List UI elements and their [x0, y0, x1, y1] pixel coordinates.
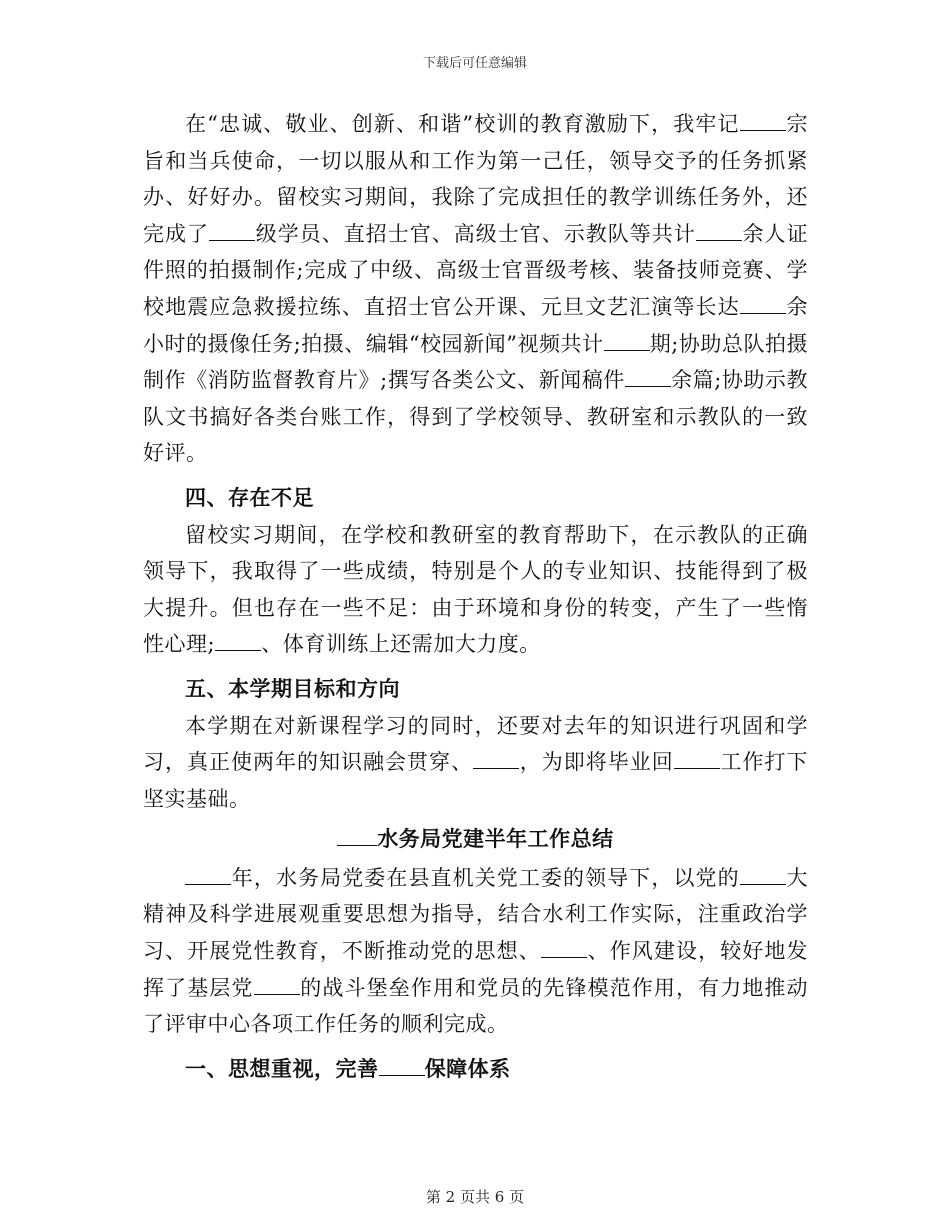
blank-underline: [254, 975, 300, 995]
blank-underline: [674, 749, 720, 769]
blank-underline: [740, 865, 786, 885]
heading-section-one: 一、思想重视，完善 保障体系: [185, 1055, 511, 1081]
blank-underline: [379, 1056, 425, 1076]
heading-goals: 五、本学期目标和方向: [185, 675, 400, 701]
blank-underline: [473, 749, 519, 769]
blank-underline: [185, 865, 231, 885]
blank-underline: [209, 221, 255, 241]
blank-underline: [337, 826, 377, 846]
document-body: [143, 106, 808, 1087]
paragraph-goals: 本学期在对新课程学习的同时，还要对去年的知识进行巩固和学习，真正使两年的知识融会贯穿、 ，为即将毕业回 工作打下坚实基础。: [143, 713, 809, 811]
blank-underline: [740, 294, 786, 314]
document-title: 水务局党建半年工作总结: [143, 821, 808, 858]
blank-underline: [696, 221, 742, 241]
blank-underline: [541, 938, 587, 958]
page-header: 下载后可任意编辑: [422, 56, 527, 71]
blank-underline: [604, 331, 650, 351]
blank-underline: [625, 367, 671, 387]
blank-underline: [215, 631, 261, 651]
paragraph-shortcomings: 留校实习期间，在学校和教研室的教育帮助下，在示教队的正确领导下，我取得了一些成绩，特别是个人的专业知识、技能得到了极大提升。但也存在一些不足：由于环境和身份的转变，产生了一些惰性心理; 、体育训练上还需加大力度。: [143, 522, 808, 657]
page-footer: 第 2 页共 6 页: [425, 1188, 525, 1206]
heading-shortcomings: 四、存在不足: [185, 484, 314, 510]
paragraph-achievements: 在“忠诚、敬业、创新、和谐”校训的教育激励下，我牢记 宗旨和当兵使命，一切以服从和工作为第一己任，领导交予的任务抓紧办、好好办。留校实习期间，我除了完成担任的教学训练任务外，还完成了 级学员、直招士官、高级士官、示教队等共计 余人证件照的拍摄制作;完成了中级、高级士官晋级考核、装备技师竞赛、学校地震应急救援拉练、直招士官公开课、元旦文艺汇演等长达 余小时的摄像任务;拍摄、编辑“校园新闻”视频共计 期;协助总队拍摄制作《消防监督教育片》;撰写各类公文、新闻稿件 余篇;协助示教队文书搞好各类台账工作，得到了学校领导、教研室和示教队的一致好评。: [143, 112, 809, 466]
paragraph-party-building: 年，水务局党委在县直机关党工委的领导下，以党的 大精神及科学进展观重要思想为指导，结合水利工作实际，注重政治学习、开展党性教育，不断推动党的思想、 、作风建设，较好地发挥了基层党 的战斗堡垒作用和党员的先锋模范作用，有力地推动了评审中心各项工作任务的顺利完成。: [143, 865, 809, 1037]
blank-underline: [740, 111, 786, 131]
